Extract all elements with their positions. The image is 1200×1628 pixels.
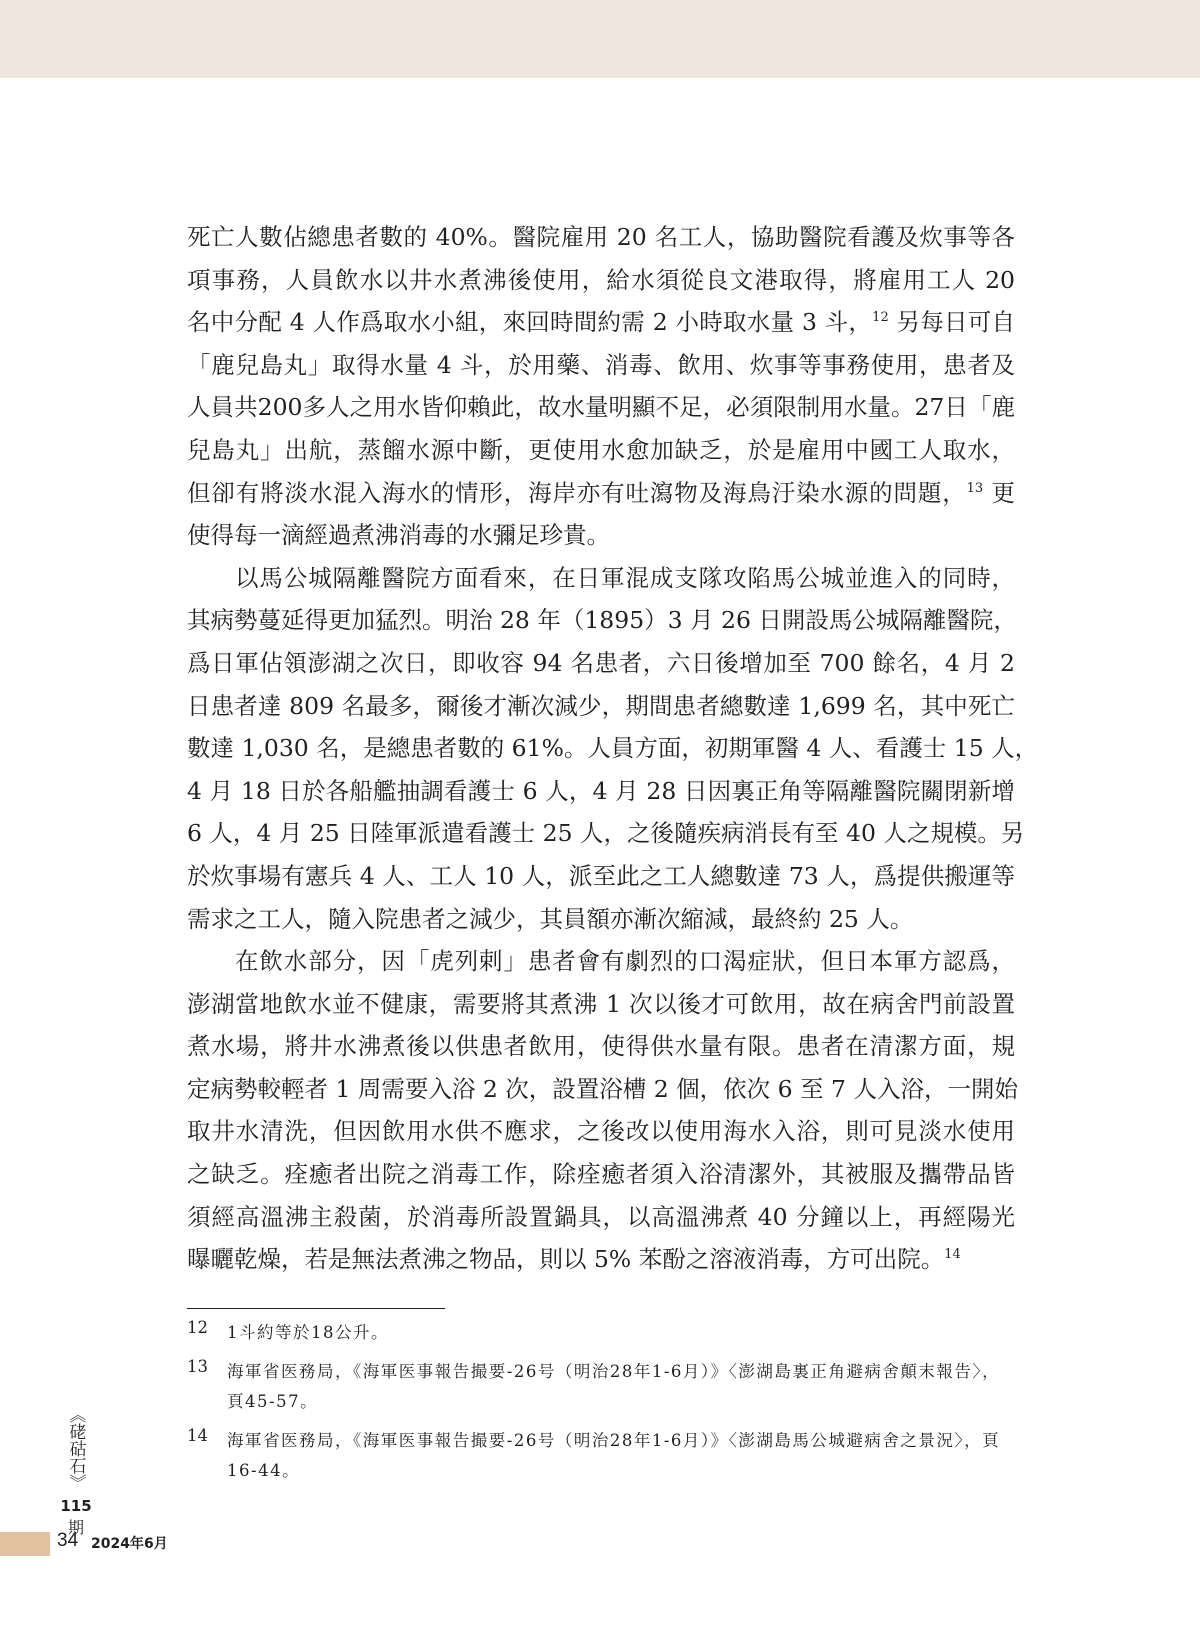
text-line: 煮水場，將井水沸煮後以供患者飲用，使得供水量有限。患者在清潔方面，規 <box>187 1032 1015 1061</box>
text-line <box>187 1238 1015 1281</box>
text-line: 定病勢較輕者 1 周需要入浴 2 次，設置浴槽 2 個，依次 6 至 7 人入浴，一開始 <box>187 1074 1018 1103</box>
text-line <box>187 301 1015 344</box>
footnote-text: 1斗約等於18公升。 <box>227 1323 389 1342</box>
text-line: 澎湖當地飲水並不健康，需要將其煮沸 1 次以後才可飲用，故在病舍門前設置 <box>187 989 1015 1018</box>
page-header-band <box>0 0 1200 78</box>
text-segment: 更 <box>983 478 1015 507</box>
footnote <box>187 1426 1015 1486</box>
body-text <box>187 216 1039 1281</box>
text-line: 取井水清洗，但因飲用水供不應求，之後改以使用海水入浴，則可見淡水使用 <box>187 1117 1015 1146</box>
text-line: 兒島丸」出航，蒸餾水源中斷，更使用水愈加缺乏，於是雇用中國工人取水， <box>187 435 1015 464</box>
footnote <box>187 1318 1015 1348</box>
text-line: 其病勢蔓延得更加猛烈。明治 28 年（1895）3 月 26 日開設馬公城隔離醫院， <box>187 606 1017 635</box>
text-line: 於炊事場有憲兵 4 人、工人 10 人，派至此之工人總數達 73 人，爲提供搬運等 <box>187 861 1015 890</box>
text-line: 在飲水部分，因「虎列剌」患者會有劇烈的口渴症狀，但日本軍方認爲， <box>235 947 1015 976</box>
text-segment: 名中分配 4 人作爲取水小組，來回時間約需 2 小時取水量 3 斗， <box>187 308 873 337</box>
page-number: 34 <box>57 1530 79 1551</box>
text-line: 人員共200多人之用水皆仰賴此，故水量明顯不足，必須限制用水量。27日「鹿 <box>187 393 1015 422</box>
text-line <box>187 472 1015 515</box>
paragraph <box>187 940 1018 1281</box>
text-segment: 另每日可自 <box>888 308 1015 337</box>
footnote-text: 海軍省医務局，《海軍医事報告撮要-26号（明治28年1-6月）》〈澎湖島馬公城避病舍之景況〉，頁16-44。 <box>227 1431 1001 1480</box>
footnote-divider <box>187 1308 445 1309</box>
text-line: 以馬公城隔離醫院方面看來，在日軍混成支隊攻陷馬公城並進入的同時， <box>235 563 1015 592</box>
footnote-number: 14 <box>187 1426 208 1445</box>
text-line: 4 月 18 日於各船艦抽調看護士 6 人，4 月 28 日因裏正角等隔離醫院關閉新增 <box>187 776 1015 805</box>
paragraph <box>187 216 1015 557</box>
text-line: 死亡人數佔總患者數的 40%。醫院雇用 20 名工人，協助醫院看護及炊事等各 <box>187 223 1015 251</box>
footnote <box>187 1357 1015 1417</box>
issue-unit: 期 <box>67 1518 84 1537</box>
text-line: 「鹿兒島丸」取得水量 4 斗，於用藥、消毒、飲用、炊事等事務使用，患者及 <box>187 350 1015 379</box>
footnote-ref[interactable]: 13 <box>966 480 984 496</box>
text-segment: 但卻有將淡水混入海水的情形，海岸亦有吐瀉物及海鳥汙染水源的問題， <box>187 478 967 507</box>
publication-title: 《硓𥑮石》 <box>65 1406 86 1491</box>
text-line: 需求之工人，隨入院患者之減少，其員額亦漸次縮減，最終約 25 人。 <box>187 904 914 933</box>
publication-sidebar <box>56 1406 96 1538</box>
footnote-ref[interactable]: 12 <box>872 310 889 326</box>
text-line: 數達 1,030 名，是總患者數的 61%。人員方面，初期軍醫 4 人、看護士 15 人， <box>187 734 1039 763</box>
text-line: 爲日軍佔領澎湖之次日，即收容 94 名患者，六日後增加至 700 餘名，4 月 2 <box>187 648 1015 677</box>
text-line: 日患者達 809 名最多，爾後才漸次減少，期間患者總數達 1,699 名，其中死亡 <box>187 691 1015 720</box>
paragraph <box>187 557 1039 940</box>
footer-accent-bar <box>0 1532 50 1556</box>
text-line: 項事務，人員飲水以井水煮沸後使用，給水須從良文港取得，將雇用工人 20 <box>187 265 1015 294</box>
text-line: 使得每一滴經過煮沸消毒的水彌足珍貴。 <box>187 521 610 550</box>
footnote-text: 海軍省医務局，《海軍医事報告撮要-26号（明治28年1-6月）》〈澎湖島裏正角避病舍顛末報告〉，頁45-57。 <box>227 1362 1001 1411</box>
footnote-number: 13 <box>187 1357 208 1376</box>
footnotes <box>187 1318 1015 1495</box>
issue-number: 115 <box>60 1497 92 1515</box>
text-line: 須經高溫沸主殺菌，於消毒所設置鍋具，以高溫沸煮 40 分鐘以上，再經陽光 <box>187 1202 1015 1231</box>
footnote-ref[interactable]: 14 <box>944 1247 961 1263</box>
text-line: 之缺乏。痊癒者出院之消毒工作，除痊癒者須入浴清潔外，其被服及攜帶品皆 <box>187 1160 1015 1189</box>
text-segment: 曝曬乾燥，若是無法煮沸之物品，則以 5% 苯酚之溶液消毒，方可出院。 <box>187 1245 945 1274</box>
publication-date: 2024年6月 <box>91 1536 168 1552</box>
text-line: 6 人，4 月 25 日陸軍派遣看護士 25 人，之後隨疾病消長有至 40 人之規模。另 <box>187 819 1025 848</box>
footnote-number: 12 <box>187 1318 208 1337</box>
